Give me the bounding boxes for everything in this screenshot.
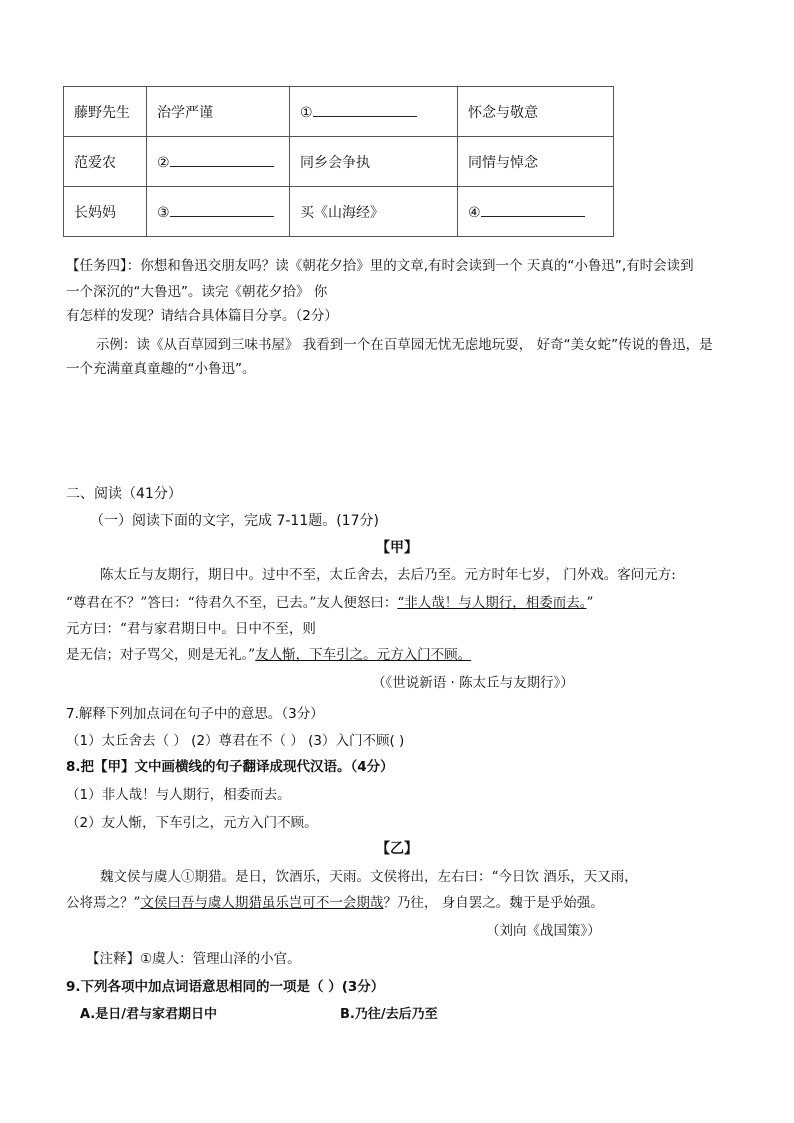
blank-number: ② [157,155,170,171]
table-row [64,187,614,237]
passage-text: 是无信；对子骂父，则是无礼。” [66,647,256,663]
annotation-note: 【注释】①虞人：管理山泽的小官。 [86,951,301,967]
question-8-item: （1）非人哉！与人期行，相委而去。 [66,787,291,803]
task4-text: 一个深沉的“大鲁迅”。读完《朝花夕拾》 你 [66,284,328,300]
task4-text: 有怎样的发现？请结合具体篇目分享。（2分） [66,308,338,324]
option-a[interactable]: A.是日/君与家君期日中 [80,1007,217,1022]
question-7-items: （1）太丘舍去（ ） (2）尊君在不（ ） (3）入门不顾( ) [66,733,405,749]
table-cell [290,87,458,137]
option-b[interactable]: B.乃往/去后乃至 [340,1007,438,1022]
table-cell: 治学严谨 [147,87,290,137]
underlined-sentence: 友人惭，下车引之。元方入门不顾。 [255,647,472,663]
table-cell: 同乡会争执 [290,137,458,187]
table-cell: 买《山海经》 [290,187,458,237]
task4-text: 【任务四】：你想和鲁迅交朋友吗？读《朝花夕拾》里的文章,有时会读到一个 天真的“小鲁迅”,有时会读到 [66,258,694,274]
fill-blank[interactable] [481,202,585,217]
passage-line [66,891,604,911]
table-row [64,137,614,187]
task4-example: 一个充满童真童趣的“小鲁迅”。 [66,361,256,377]
table-cell: 同情与悼念 [458,137,614,187]
table-cell [458,187,614,237]
passage-label-yi: 【乙】 [376,841,418,857]
table-cell [147,137,290,187]
table-row [64,87,614,137]
passage-text: ？乃往， 身自罢之。魏于是乎始强。 [383,895,604,911]
fill-blank[interactable] [313,102,417,117]
question-7: 7.解释下列加点词在句子中的意思。（3分） [66,706,324,722]
task4-example: 示例：读《从百草园到三味书屋》 我看到一个在百草园无忧无虑地玩耍， 好奇“美女蛇”传说的鲁迅，是 [96,337,713,353]
underlined-sentence: “非人哉！与人期行，相委而去。 [397,595,587,611]
passage-line: 魏文侯与虞人①期猎。是日，饮酒乐，天雨。文侯将出，左右曰：“今日饮 酒乐，天又雨， [100,869,638,885]
blank-number: ① [300,105,313,121]
section-heading: 二、阅读（41分） [66,486,182,502]
passage-label-jia: 【甲】 [376,540,418,556]
passage-source: （《世说新语 · 陈太丘与友期行》） [372,675,574,691]
underlined-sentence: 文侯曰吾与虞人期猎虽乐岂可不一会期哉 [140,895,384,911]
question-8: 8.把【甲】文中画横线的句子翻译成现代汉语。（4分） [66,759,394,775]
passage-text: 公将焉之？” [66,895,141,911]
table-cell [147,187,290,237]
fill-blank[interactable] [170,152,274,167]
blank-number: ④ [468,205,481,221]
passage-line [66,591,593,611]
passage-line [66,643,471,663]
passage-line: 元方曰：“君与家君期日中。日中不至，则 [66,621,316,637]
passage-text: “尊君在不？”答曰：“待君久不至，已去。”友人便怒曰： [66,595,398,611]
passage-source: （刘向《战国策》） [486,923,601,939]
question-9: 9.下列各项中加点词语意思相同的一项是（ ）(3分） [66,979,385,995]
table-cell: 长妈妈 [64,187,147,237]
table-cell: 怀念与敬意 [458,87,614,137]
question-8-item: （2）友人惭，下车引之，元方入门不顾。 [66,815,318,831]
fill-blank[interactable] [170,202,274,217]
blank-number: ③ [157,205,170,221]
table-cell: 范爱农 [64,137,147,187]
passage-text: ” [586,595,594,611]
passage-line: 陈太丘与友期行，期日中。过中不至，太丘舍去，去后乃至。元方时年七岁， 门外戏。客问元方: [100,567,676,583]
character-table [63,86,614,237]
table-cell: 藤野先生 [64,87,147,137]
subsection-heading: （一）阅读下面的文字，完成 7-11题。(17分) [90,513,379,529]
